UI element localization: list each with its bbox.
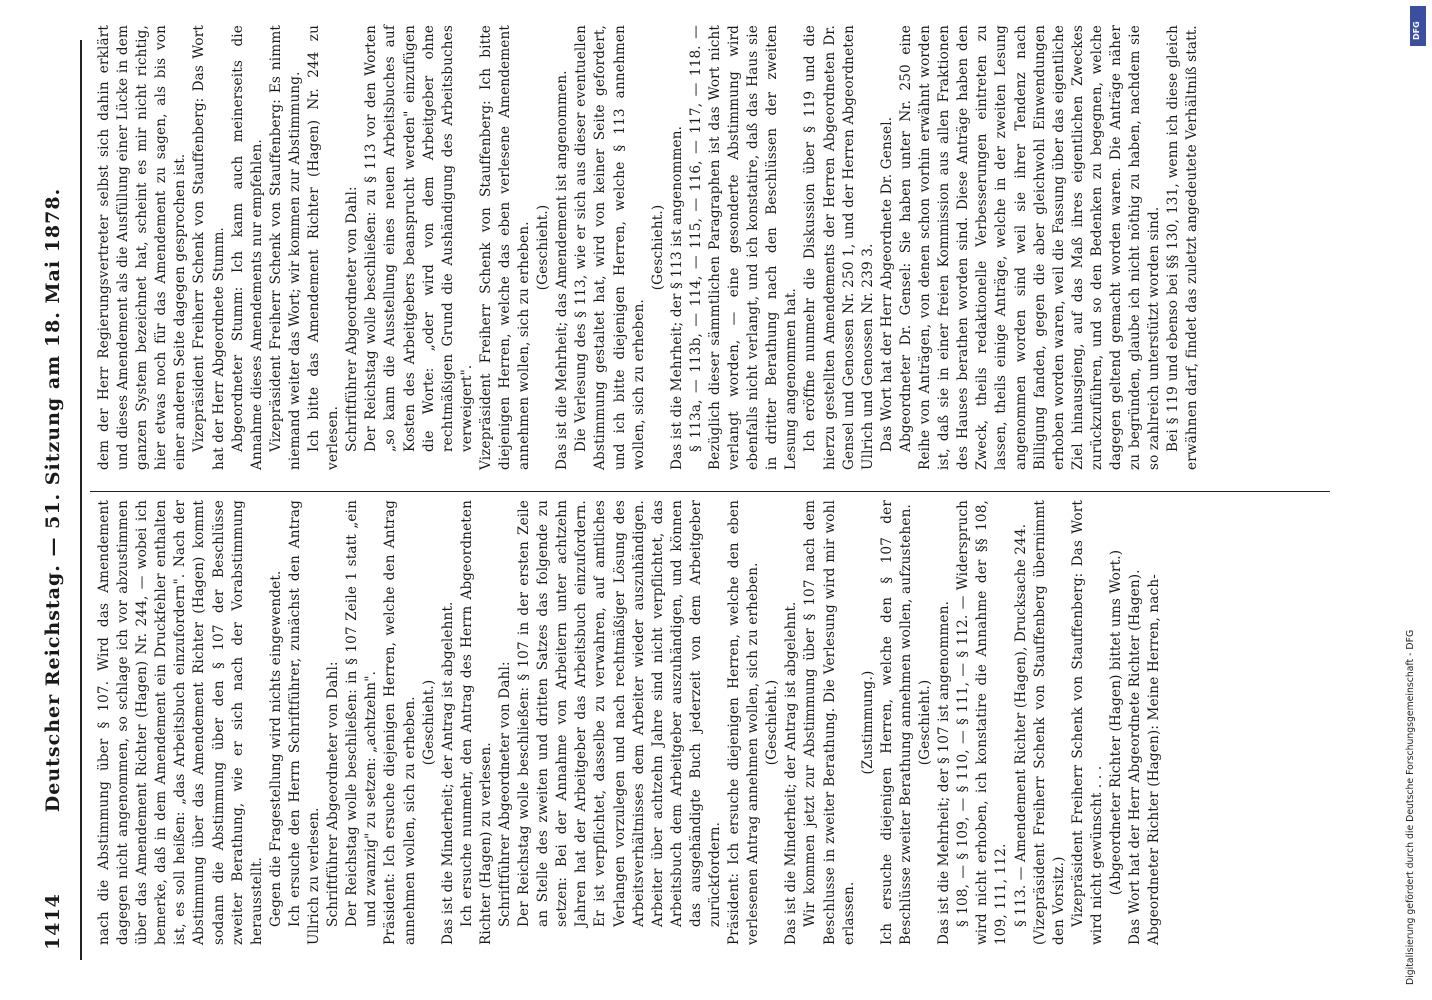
right_column-paragraph: Schriftführer Abgeordneter von Dahl: [344,186,361,452]
left_column-paragraph: (Zustimmung.) [859,670,876,775]
dfg-logo-text: DFG [1412,21,1421,40]
left_column-paragraph: Präsident: Ich ersuche diejenigen Herren, welche den Antrag annehmen wollen, sich zu erheben. [382,500,418,945]
left_column-paragraph: (Abgeordneter Richter (Hagen) bittet ums Wort.) [1107,549,1124,896]
digitization-attribution: Digitalisierung gefördert durch die Deutsche Forschungsgemeinschaft - DFG [1405,629,1416,985]
left_column-paragraph: (Geschieht.) [764,679,781,766]
right_column-paragraph: Bei § 119 und ebenso bei §§ 130, 131, wenn ich diese gleich erwähnen darf, findet das zuletzt angedeutete Verhältniß statt. [1165,25,1201,470]
left_column-paragraph: § 108, — § 109, — § 110, — § 111, — § 112. — Widerspruch wird nicht erhoben, ich konstatire die Annahme der §§ 108, 109, 111, 112. [955,500,1010,945]
column-divider [90,491,1330,492]
left_column-paragraph: Vizepräsident Freiherr Schenk von Stauffenberg: Das Wort wird nicht gewünscht . . . [1069,500,1105,945]
left_column-paragraph: nach die Abstimmung über § 107. Wird das Amendement dagegen nicht angenommen, so schlage ich vor abzustimmen über das Amendement Richter (Hagen) Nr. 244, — wobei ich bemerke, daß in dem Amendement ein Druckfehler enthalten ist, es soll heißen: „das Arbeitsbuch einzufordern". Nach der Abstimmung über das Amendement Richter (Hagen) kommt sodann die Abstimmung über den § 107 der Beschlüsse zweiter Berathung, wie er sich nach der Vorabstimmung herausstellt. [96,500,265,945]
right_column-paragraph: Ich eröffne nunmehr die Diskussion über § 119 und die hierzu gestellten Amendements der Herren Abgeordneten Dr. Gensel und Genossen Nr. 250 1, und der Herren Abgeordneten Ullrich und Genossen Nr. 239 3. [802,25,876,470]
right_column-paragraph: Der Reichstag wolle beschließen: zu § 113 vor den Worten „so kann die Ausstellung eines neuen Arbeitsbuches auf Kosten des Arbeitgebers beansprucht werden" einzufügen die Worte: „oder wird von dem Arbeitgeber ohne rechtmäßigen Grund die Aushändigung des Arbeitsbuches verweigert". [363,25,475,452]
right_column-paragraph: Abgeordneter Dr. Gensel: Sie haben unter Nr. 250 eine Reihe von Anträgen, von denen schon vorhin erwähnt worden ist, daß sie in einer freien Kommission aus allen Fraktionen des Hauses berathen worden sind. Diese Anträge haben den Zweck, theils redaktionelle Verbesserungen eintreten zu lassen, theils einige Anträge, welche in der zweiten Lesung angenommen worden sind weil sie ihrer Tendenz nach Billigung fanden, gegen die aber gleichwohl Einwendungen erhoben worden waren, weil die Fassung über das eigentliche Ziel hinausgieng, auf das Maß ihres eigentlichen Zweckes zurückzuführen, und so den Bedenken zu begegnen, welche dagegen geltend gemacht worden waren. Die Anträge näher zu begründen, glaube ich nicht nöthig zu haben, nachdem sie so zahlreich unterstützt worden sind. [897,25,1163,470]
left_column-paragraph: Das ist die Mehrheit; der § 107 ist angenommen. [936,600,953,945]
right_column-paragraph: Das Wort hat der Herr Abgeordnete Dr. Gensel. [878,116,895,452]
page-header [42,50,72,950]
left_column-paragraph: Abgeordneter Richter (Hagen): Meine Herren, nach- [1146,574,1163,945]
left_column-paragraph: Präsident: Ich ersuche diejenigen Herren, welche den eben verlesenen Antrag annehmen wollen, sich zu erheben. [726,500,762,945]
right_column-paragraph: Das ist die Mehrheit; das Amendement ist angenommen. [554,70,571,470]
left_column-paragraph: Das ist die Minderheit; der Antrag ist abgelehnt. [783,601,800,945]
left_column-paragraph: Ich ersuche den Herrn Schriftführer, zunächst den Antrag Ullrich zu verlesen. [286,500,323,945]
left-column [95,500,1164,945]
left_column-paragraph: Das ist die Minderheit; der Antrag ist abgelehnt. [439,601,456,945]
right_column-paragraph: Vizepräsident Freiherr Schenk von Stauffenberg: Ich bitte diejenigen Herren, welche das eben verlesene Amendement annehmen wollen, sich zu erheben. [477,25,533,470]
page-title: Deutscher Reichstag. — 51. Sitzung am 18. Mai 1878. [42,187,64,813]
right-column [95,25,1202,470]
header-rule [80,40,82,960]
left_column-paragraph: Gegen die Fragestellung wird nichts eingewendet. [267,570,284,927]
right_column-paragraph: Die Verlesung des § 113, wie er sich aus dieser eventuellen Abstimmung gestaltet hat, wird von keiner Seite gefordert, und ich bitte diejenigen Herren, welche § 113 annehmen wollen, sich zu erheben. [573,25,647,470]
left_column-paragraph: Ich ersuche diejenigen Herren, welche den § 107 der Beschlüsse zweiter Berathung annehmen wollen, aufzustehen. [878,500,914,945]
left_column-paragraph: Ich ersuche nunmehr, den Antrag des Herrn Abgeordneten Richter (Hagen) zu verlesen. [458,500,494,945]
right_column-paragraph: § 113a, — 113b, — 114, — 115, — 116, — 117, — 118. — Bezüglich dieser sämmtlichen Paragraphen ist das Wort nicht verlangt worden, — eine gesonderte Abstimmung wird ebenfalls nicht verlangt, und ich konstatire, daß das Haus sie in dritter Berathung nach den Beschlüssen der zweiten Lesung angenommen hat. [687,25,800,470]
right_column-paragraph: Abgeordneter Stumm: Ich kann auch meinerseits die Annahme dieses Amendements nur empfehlen. [229,25,265,470]
left_column-paragraph: Das Wort hat der Herr Abgeordnete Richter (Hagen). [1127,569,1144,945]
right_column-paragraph: dem der Herr Regierungsvertreter selbst sich dahin erklärt und dieses Amendement als die Ausfüllung einer Lücke in dem ganzen System bezeichnet hat, scheint es mir nicht richtig, hier etwas noch für das Amendement zu sagen, als bis von einer anderen Seite dagegen gesprochen ist. [96,25,189,470]
left_column-paragraph: Schriftführer Abgeordneter von Dahl: [496,661,513,927]
left_column-paragraph: Der Reichstag wolle beschließen: § 107 in der ersten Zeile an Stelle des zweiten und dritten Satzes das folgende zu setzen: Bei der Annahme von Arbeitern unter achtzehn Jahren hat der Arbeitgeber das Arbeitsbuch einzufordern. Er ist verpflichtet, dasselbe zu verwahren, auf amtliches Verlangen vorzulegen und nach rechtmäßiger Lösung des Arbeitsverhältnisses dem Arbeiter wieder auszuhändigen. Arbeiter über achtzehn Jahre sind nicht verpflichtet, das Arbeitsbuch dem Arbeitgeber auszuhändigen, und können das ausgehändigte Buch jederzeit von dem Arbeitgeber zurückfordern. [516,500,723,927]
right_column-paragraph: (Geschieht.) [535,204,552,291]
right_column-paragraph: Ich bitte das Amendement Richter (Hagen) Nr. 244 zu verlesen. [306,25,342,470]
left_column-paragraph: Schriftführer Abgeordneter von Dahl: [325,661,342,927]
right_column-paragraph: Vizepräsident Freiherr Schenk von Stauffenberg: Das Wort hat der Herr Abgeordnete Stumm. [191,25,227,470]
right_column-paragraph: (Geschieht.) [649,204,666,291]
right_column-paragraph: Vizepräsident Freiherr Schenk von Stauffenberg: Es nimmt niemand weiter das Wort; wir kommen zur Abstimmung. [267,25,303,470]
dfg-logo [1410,6,1426,46]
right_column-paragraph: Das ist die Mehrheit; der § 113 ist angenommen. [668,125,685,470]
page-number: 1414 [42,893,64,950]
left_column-paragraph: Wir kommen jetzt zur Abstimmung über § 107 nach dem Beschlusse in zweiter Berathung. Die Verlesung wird mir wohl erlassen. [802,500,857,945]
left_column-paragraph: (Vizepräsident Freiherr Schenk von Stauffenberg übernimmt den Vorsitz.) [1031,500,1067,945]
left_column-paragraph: § 113. — Amendement Richter (Hagen), Drucksache 244. [1012,523,1029,927]
left_column-paragraph: (Geschieht.) [917,679,934,766]
left_column-paragraph: (Geschieht.) [420,679,437,766]
left_column-paragraph: Der Reichstag wolle beschließen: in § 107 Zeile 1 statt „ein und zwanzig" zu setzen: „achtzehn". [344,500,380,927]
